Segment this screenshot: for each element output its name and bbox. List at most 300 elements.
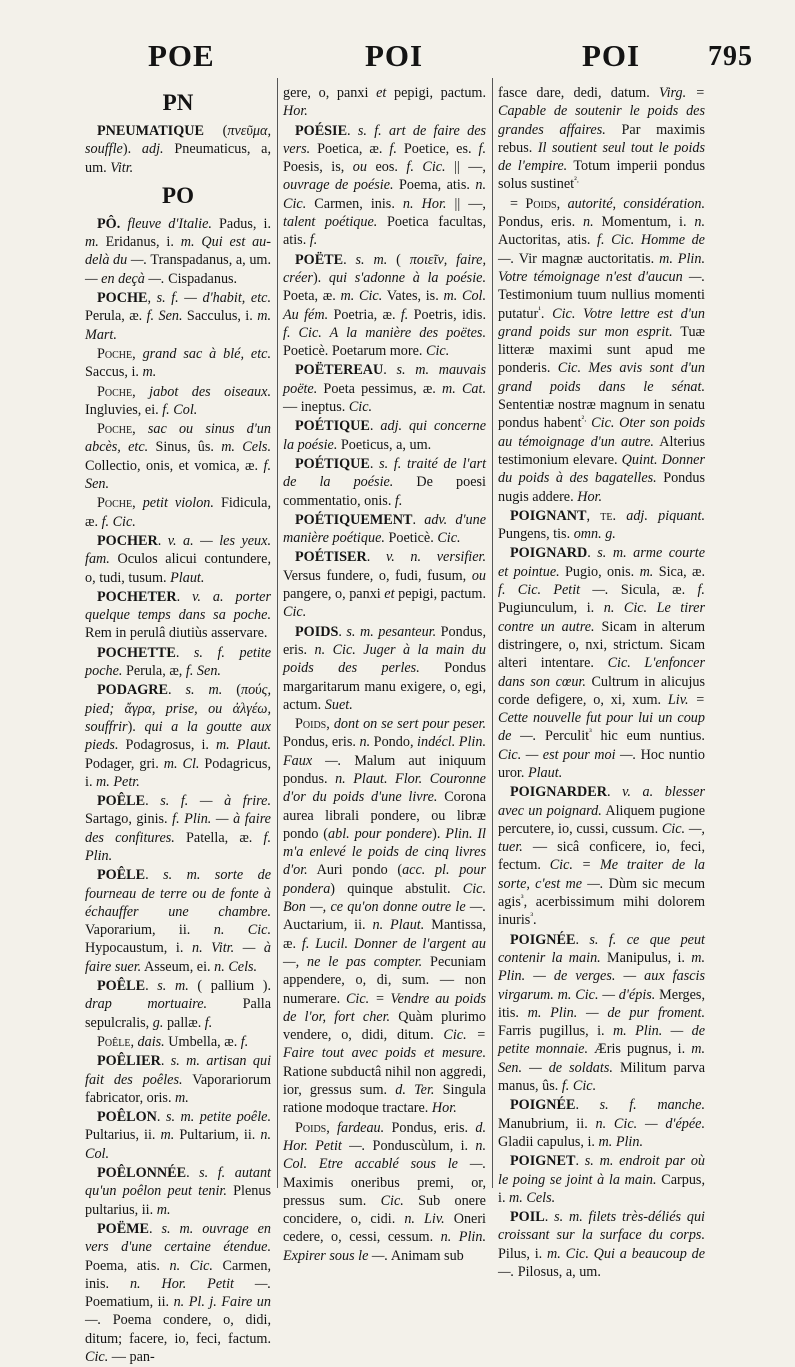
entry-text: Podager, gri. xyxy=(85,755,164,772)
entry-text: pallæ. xyxy=(163,1014,205,1031)
entry-text: . xyxy=(145,978,158,995)
entry-text: m. xyxy=(160,1127,175,1144)
column-rule xyxy=(277,78,278,1188)
dictionary-entry xyxy=(283,715,486,1118)
dictionary-entry xyxy=(498,1152,705,1207)
entry-text: n. Plaut. xyxy=(372,917,425,934)
entry-headword: POËTEREAU xyxy=(295,362,384,379)
entry-text: Cultrum in alicujus corde defigere, o, xi, xum. xyxy=(498,673,705,708)
entry-text: f. Sen. xyxy=(146,308,183,325)
entry-text: ³ xyxy=(589,726,592,737)
entry-text: f. Cic. Petit —. xyxy=(498,582,609,599)
entry-text: Poeticè. Poetarum more. xyxy=(283,343,427,360)
entry-text: Gladii capulus, i. xyxy=(498,1133,599,1150)
entry-text: n. Cic. Le tirer contre un autre. xyxy=(498,600,705,635)
column-rule xyxy=(492,78,493,1188)
dictionary-entry xyxy=(283,122,486,250)
column-3 xyxy=(498,84,705,1282)
entry-text: Cic. — est pour moi —. xyxy=(498,746,637,763)
entry-text: Poematium, ii. xyxy=(85,1294,174,1311)
entry-text: Corona aurea librali pondere, ou libræ pondo ( xyxy=(283,789,486,842)
entry-text: f. xyxy=(478,140,486,157)
dictionary-entry xyxy=(498,195,705,506)
entry-text: m. xyxy=(142,364,157,381)
entry-text: Pondus nugis addere. xyxy=(498,470,705,505)
entry-text: adj. xyxy=(141,141,164,158)
entry-text: . xyxy=(149,1220,162,1237)
entry-text: Momentum, i. xyxy=(593,214,695,231)
entry-text: Perula, æ. xyxy=(85,308,147,325)
entry-text: ². xyxy=(574,174,580,185)
entry-text: fardeau. xyxy=(337,1119,385,1136)
dictionary-entry xyxy=(85,494,271,531)
dictionary-entry xyxy=(283,511,486,548)
entry-text: m. Sen. — de soldats. xyxy=(498,1041,706,1076)
entry-text: . xyxy=(175,644,194,661)
entry-text: Aliquem pugione percutere, io, cussi, cussum. xyxy=(498,802,706,837)
entry-text: m. xyxy=(85,234,99,251)
entry-headword: POÉSIE xyxy=(295,122,348,139)
entry-text: Poema, atis. xyxy=(85,1257,170,1274)
entry-text: m. Cl. xyxy=(163,755,200,772)
entry-text: Cic. = Vendre au poids de l'or, fort cher. xyxy=(283,990,486,1025)
entry-headword: POIL xyxy=(510,1209,545,1226)
entry-text: Cic. L'enfoncer dans son cœur. xyxy=(498,655,705,690)
entry-text: m. Plaut. xyxy=(215,737,272,754)
dictionary-entry xyxy=(85,792,271,865)
entry-text: n. Hor. Petit —. xyxy=(129,1275,271,1292)
entry-text: . xyxy=(145,867,164,884)
dictionary-entry xyxy=(283,84,486,121)
entry-text: Pecuniam appendere, o, di, sum. — non numerare. xyxy=(283,953,486,1007)
dictionary-entry xyxy=(283,1119,486,1265)
entry-text: Plenus pultarius, ii. xyxy=(85,1183,271,1218)
entry-text: f. Lucil. Donner de l'argent au —, ne le pas compter. xyxy=(283,935,486,970)
entry-text: et xyxy=(376,85,387,101)
entry-text: Palla sepulcralis, xyxy=(85,996,272,1031)
dictionary-entry xyxy=(85,977,271,1032)
entry-text: . xyxy=(157,532,168,549)
entry-text: drap mortuaire. xyxy=(85,996,208,1013)
entry-text: f. xyxy=(697,582,705,599)
entry-text: Ratione subductâ nihil non aggredi, ior, gressus sum. xyxy=(283,1063,486,1099)
dictionary-entry xyxy=(85,1108,271,1163)
entry-text: . xyxy=(176,588,193,605)
dictionary-entry xyxy=(283,251,486,361)
dictionary-entry xyxy=(85,383,271,420)
entry-text: Podagrosus, i. xyxy=(118,737,216,754)
entry-text: || —, xyxy=(446,195,486,212)
entry-text: Auri pondo ( xyxy=(307,862,403,879)
entry-text: Saccus, i. xyxy=(85,364,143,381)
entry-headword: PÔ. xyxy=(97,215,121,232)
entry-text: Cic. = Faire tout avec poids et mesure. xyxy=(283,1027,486,1062)
entry-text: . xyxy=(156,1109,166,1126)
entry-text: — en deçà —. xyxy=(85,270,165,287)
dictionary-entry xyxy=(85,532,271,587)
entry-text: Cic. Oter son poids au témoignage d'un autre. xyxy=(498,415,705,450)
entry-text: ou xyxy=(471,567,486,584)
entry-text: s. m. petite poêle. xyxy=(165,1109,271,1126)
entry-text: f. Cic. xyxy=(101,513,136,530)
entry-headword: POIGNÉE xyxy=(510,931,576,948)
entry-text: f. xyxy=(394,492,403,509)
entry-text: Sicam in alterum distringere, o, nxi, strictum. Sicam alteri intentare. xyxy=(498,618,705,672)
entry-text: n. Pl. j. Faire un —. xyxy=(85,1294,271,1329)
entry-text: Perculit xyxy=(536,728,590,745)
entry-text: Pondus, eris. xyxy=(283,734,360,751)
entry-text: Asseum, ei. xyxy=(141,958,215,975)
entry-text: Poche xyxy=(97,383,133,400)
entry-text: fasce dare, dedi, datum. xyxy=(498,85,659,101)
entry-text: Singula ratione modoque tractare. xyxy=(283,1082,486,1117)
entry-headword: POËTE xyxy=(295,251,344,268)
entry-text: n. Cels. xyxy=(214,958,258,975)
entry-text: ouvrage de poésie. xyxy=(283,177,394,194)
entry-text: , xyxy=(147,290,157,307)
entry-text: Tuæ litteræ maximi sunt apud me ponderis. xyxy=(498,323,705,377)
entry-text: n. Cic. xyxy=(169,1257,213,1274)
entry-text: Poema, atis. xyxy=(393,177,476,194)
dictionary-entry xyxy=(498,544,705,782)
entry-headword: POÉTIQUE xyxy=(295,455,370,472)
entry-text: , xyxy=(326,1119,338,1136)
column-1 xyxy=(85,84,271,1367)
entry-text: te xyxy=(600,507,613,524)
entry-text: adj. piquant. xyxy=(626,507,706,524)
entry-text: s. f. traité de l'art de la poésie. xyxy=(283,455,487,491)
entry-text: ³ xyxy=(520,892,524,903)
entry-text: hic eum nuntius. xyxy=(591,728,705,745)
entry-text: Poids xyxy=(295,1119,327,1136)
entry-text: s. f. petite poche. xyxy=(85,644,271,680)
entry-text: d. Ter. xyxy=(395,1082,435,1099)
entry-text: . xyxy=(167,682,186,699)
entry-text: Suet. xyxy=(324,696,353,713)
entry-text: Pilosus, a, um. xyxy=(514,1264,601,1280)
entry-text: Poetris, idis. xyxy=(408,306,486,323)
entry-text: πούς, pied; ἄγρα, prise, ou ἀλγέω, souffrir xyxy=(85,682,271,735)
entry-text: Liv. = Cette nouvelle fut pour lui un coup de —. xyxy=(498,691,705,745)
entry-text: Pultarium, ii. xyxy=(174,1127,261,1144)
dictionary-entry xyxy=(283,623,486,714)
entry-text: Cic. xyxy=(348,399,373,416)
entry-text: , xyxy=(132,383,150,400)
entry-headword: POCHER xyxy=(97,532,158,549)
entry-text: d. Hor. Petit —. xyxy=(283,1119,486,1154)
entry-text: pangere, o, panxi xyxy=(283,586,385,603)
entry-text: Patella, æ. xyxy=(174,829,264,846)
entry-text: Pultarius, ii. xyxy=(85,1127,161,1144)
entry-text: . xyxy=(338,623,347,640)
entry-text: Poids xyxy=(295,716,327,733)
entry-text: grand sac à blé, etc. xyxy=(142,345,271,362)
entry-text: , xyxy=(326,716,334,733)
entry-text: . xyxy=(575,931,590,948)
entry-headword: POÊLE xyxy=(97,978,146,995)
entry-text: n. Hor. xyxy=(402,195,447,212)
entry-text: pepigi, pactum. xyxy=(386,85,486,101)
entry-text: m. xyxy=(639,563,654,580)
entry-text: Pugio, onis. xyxy=(559,563,640,580)
section-heading: PN xyxy=(162,90,194,115)
entry-headword: PODAGRE xyxy=(97,682,168,699)
dictionary-entry xyxy=(498,931,705,1096)
entry-text: Plaut. xyxy=(170,569,205,586)
entry-text: Oculos alicui contundere, o, tudi, tusum. xyxy=(85,551,271,586)
entry-headword: POIDS xyxy=(295,623,339,640)
entry-text: Alterius testimonium elevare. xyxy=(498,433,705,468)
entry-text: Poche xyxy=(97,495,133,512)
entry-text: Vates, is. xyxy=(382,288,444,305)
entry-headword: POCHE xyxy=(97,290,148,307)
entry-text: m. Plin. — de pur froment. xyxy=(527,1004,705,1021)
entry-text: n. Vitr. — à faire suer. xyxy=(85,940,271,975)
entry-text: . xyxy=(369,455,380,472)
entry-text: f. xyxy=(204,1014,213,1031)
entry-text: gere, o, panxi xyxy=(283,85,377,101)
entry-text: Animam sub xyxy=(388,1247,464,1264)
entry-text: Ingluvies, ei. xyxy=(85,401,163,418)
entry-text: , xyxy=(132,421,148,438)
entry-text: Il soutient seul tout le poids de l'empire. xyxy=(498,139,706,175)
column-2 xyxy=(283,84,486,1266)
entry-text: Podagricus, i. xyxy=(85,755,271,790)
entry-text: Cic. xyxy=(283,604,307,621)
entry-text: s. m. endroit par où le poing se joint à la main. xyxy=(498,1153,706,1188)
entry-text: adv. d'une manière poétique. xyxy=(283,511,487,547)
entry-text: g. xyxy=(152,1014,164,1031)
entry-text: Plaut. xyxy=(527,764,563,781)
entry-text: qui a la goutte aux pieds. xyxy=(85,718,271,754)
entry-headword: POÉTISER xyxy=(295,549,367,566)
entry-text: || —, xyxy=(445,159,486,176)
dictionary-entry xyxy=(85,122,271,177)
entry-headword: POÊLONNÉE xyxy=(97,1165,187,1182)
dictionary-entry xyxy=(85,681,271,791)
entry-text: Plin. Il m'a enlevé le poids de cinq livres d'or. xyxy=(283,825,486,879)
entry-text: Hoc nuntio uror. xyxy=(498,746,705,781)
entry-text: m. Col. Au fém. xyxy=(283,288,487,323)
entry-text: Vir magnæ auctoritatis. xyxy=(514,250,660,267)
running-head-center: POI xyxy=(365,38,424,73)
entry-text: . xyxy=(347,122,358,139)
entry-text: m. Plin. — de petite monnaie. xyxy=(498,1023,705,1058)
entry-headword: POIGNÉE xyxy=(510,1097,576,1114)
entry-text: . xyxy=(145,793,161,810)
dictionary-entry xyxy=(85,289,271,344)
entry-headword: POÊLE xyxy=(97,867,146,884)
entry-text: dais. xyxy=(137,1033,165,1050)
entry-text: n. Cic. — d'épée. xyxy=(595,1115,705,1132)
entry-text: Militum parva manus, ûs. xyxy=(498,1059,705,1095)
entry-text: Pondus, eris. xyxy=(384,1119,476,1136)
entry-text: Manubrium, ii. xyxy=(498,1115,596,1132)
entry-text: Sica, æ. xyxy=(653,563,706,580)
entry-text: m. xyxy=(156,1201,171,1218)
entry-text: m. Plin. — de verges. — aux fascis virgarum. m. Cic. — d'épis. xyxy=(498,949,705,1003)
entry-text: Vaporarium, ii. xyxy=(85,922,214,939)
entry-text: Pondus, eris. xyxy=(498,214,584,231)
entry-text: Dùm sic mecum agis xyxy=(498,875,705,911)
dictionary-entry xyxy=(85,1220,271,1366)
entry-text: n. Liv. xyxy=(404,1211,445,1228)
entry-text: Poetica, æ. xyxy=(310,140,390,157)
entry-text: jabot des oiseaux. xyxy=(149,383,271,400)
entry-text: Hypocaustum, i. xyxy=(85,940,192,957)
entry-text: ( xyxy=(387,251,410,268)
dictionary-entry xyxy=(498,507,705,544)
entry-text: pepigi, pactum. xyxy=(394,586,486,603)
entry-text: s. m. xyxy=(355,251,388,268)
dictionary-entry xyxy=(498,1096,705,1151)
entry-text: . xyxy=(575,1097,600,1114)
dictionary-entry xyxy=(85,345,271,382)
entry-text: . xyxy=(160,1053,171,1070)
entry-text: s. f. autant qu'un poêlon peut tenir. xyxy=(85,1165,271,1200)
entry-text: Pondo, xyxy=(370,734,418,751)
entry-text: m. Mart. xyxy=(85,308,271,343)
entry-text: Poesis, is, xyxy=(283,159,353,176)
entry-text: f. Cic. xyxy=(561,1078,597,1095)
entry-text: . xyxy=(366,549,386,566)
entry-text: Pugiunculum, i. xyxy=(498,600,604,617)
entry-text: Farris pugillus, i. xyxy=(498,1023,613,1040)
dictionary-entry xyxy=(498,84,705,194)
entry-text: Pondus, eris. xyxy=(283,623,486,658)
entry-text: Cic. xyxy=(437,530,461,547)
entry-text: m. Cels. xyxy=(509,1189,556,1206)
entry-text: , acerbissimum mihi dolorem inuris xyxy=(498,894,705,929)
entry-text: n. Col. Etre accablé sous le —. xyxy=(283,1137,486,1173)
entry-text: s. f. art de faire des vers. xyxy=(283,122,487,157)
entry-text: De poesi commentatio, onis. xyxy=(283,474,486,509)
entry-text: . xyxy=(540,305,553,322)
entry-text: Vaporariorum fabricator, oris. xyxy=(85,1071,271,1106)
entry-text: Hor. xyxy=(577,488,603,505)
entry-text: Poche xyxy=(97,345,133,362)
entry-text: Merges, itis. xyxy=(498,986,705,1021)
entry-text: f. xyxy=(309,232,318,249)
entry-text: m. Plin. xyxy=(598,1133,644,1150)
entry-text: n. Cic. xyxy=(213,922,272,939)
entry-text: s. m. sorte de fourneau de terre ou de fonte à échauffer une chambre. xyxy=(85,867,271,920)
entry-text: — ineptus. xyxy=(283,399,349,416)
running-head-right: POI xyxy=(582,38,641,73)
entry-text: m. Plin. Votre témoignage n'est d'aucun —. xyxy=(498,250,706,285)
entry-text: Padus, i. xyxy=(211,215,272,232)
entry-text: ( xyxy=(222,682,241,699)
entry-text: Vitr. xyxy=(110,159,134,176)
dictionary-entry xyxy=(85,215,271,288)
entry-text: n. xyxy=(694,214,705,231)
entry-text: . xyxy=(606,784,623,801)
entry-headword: POÊLIER xyxy=(97,1053,161,1070)
dictionary-entry xyxy=(85,1033,271,1051)
dictionary-entry xyxy=(498,783,705,929)
dictionary-entry xyxy=(85,420,271,493)
entry-text: ). xyxy=(432,825,446,842)
entry-text: = xyxy=(510,195,526,212)
entry-text: ( pallium ). xyxy=(188,978,272,995)
entry-text: Poeta pessimus, æ. xyxy=(317,380,442,397)
entry-text: Poetice, es. xyxy=(396,140,479,157)
entry-text: ). xyxy=(122,141,142,158)
entry-text: s. m. ouvrage en vers d'une certaine étendue. xyxy=(85,1220,271,1256)
entry-text: , xyxy=(132,495,143,512)
entry-text: ) quinque abstulit. xyxy=(330,880,463,897)
dictionary-entry xyxy=(85,588,271,643)
entry-text: , xyxy=(586,507,601,524)
entry-text: petit violon. xyxy=(142,495,214,512)
entry-text: Umbella, æ. xyxy=(164,1033,241,1050)
entry-text: Poêle xyxy=(97,1033,131,1050)
entry-text: n. xyxy=(359,734,371,751)
entry-text: v. a. porter quelque temps dans sa poche. xyxy=(85,588,272,624)
entry-text: s. f. — à frire. xyxy=(160,793,272,810)
entry-text: Eridanus, i. xyxy=(98,234,181,251)
entry-text: Cic. —, tuer. xyxy=(498,820,705,856)
entry-headword: POCHETER xyxy=(97,588,177,605)
entry-text: Cic. Mes avis sont d'un grand poids dans le sénat. xyxy=(498,360,705,395)
entry-text: Sicula, æ. xyxy=(608,582,698,599)
entry-text: Poeticè. xyxy=(384,530,438,547)
entry-text: Poeta, æ. xyxy=(283,288,341,305)
entry-text: Transpadanus, a, um. xyxy=(147,252,272,269)
entry-text: . xyxy=(369,418,381,435)
entry-text: f. Sen. xyxy=(85,457,271,493)
entry-text: s. m. pesanteur. xyxy=(346,623,437,640)
entry-text: m. Cic. Qui a beaucoup de —. xyxy=(498,1245,705,1280)
entry-text: . xyxy=(575,1153,585,1170)
section-heading: PO xyxy=(162,182,194,208)
entry-text: Cic. Bon —, ce qu'on donne outre le —. xyxy=(283,880,486,916)
entry-text: f. xyxy=(389,140,397,157)
entry-text: Ponduscùlum, i. xyxy=(365,1137,476,1154)
entry-text: Quint. Donner du poids à des bagatelles. xyxy=(498,451,705,487)
entry-text: Cic. xyxy=(380,1192,404,1209)
entry-text: s. m. xyxy=(157,978,189,995)
entry-text: Sinus, ûs. xyxy=(148,439,222,456)
entry-text: f. Sen. xyxy=(185,663,221,680)
entry-text: ( xyxy=(203,123,228,139)
entry-text: s. m. xyxy=(185,682,223,699)
entry-text: f. xyxy=(240,1033,249,1050)
entry-text: — pan- xyxy=(108,1349,155,1365)
entry-text: f. Cic. Homme de —. xyxy=(498,232,705,267)
entry-text: Collectio, onis, et vomica, æ. xyxy=(85,457,264,474)
entry-text: . xyxy=(412,511,425,528)
entry-text: s. m. arme courte et pointue. xyxy=(498,545,705,580)
entry-headword: POÉTIQUE xyxy=(295,418,370,435)
entry-text: Quàm plurimo vendere, o, didi, ditum. xyxy=(283,1008,486,1044)
entry-text: Poetica facultas, atis. xyxy=(283,214,487,249)
entry-text: . xyxy=(383,362,397,379)
entry-text: πνεῦμα, souffle xyxy=(85,123,271,158)
entry-text: fleuve d'Italie. xyxy=(127,215,212,232)
entry-text: , xyxy=(556,195,568,212)
entry-text: Pungens, tis. xyxy=(498,526,574,543)
entry-text: Æris pugnus, i. xyxy=(588,1041,692,1058)
entry-text: Sententiæ nostræ magnum in senatu pondus habent xyxy=(498,397,705,432)
entry-text: ². xyxy=(581,413,587,424)
entry-text: Versus fundere, o, fudi, fusum, xyxy=(283,567,472,584)
entry-headword: POIGNET xyxy=(510,1153,576,1170)
entry-headword: POÊLON xyxy=(97,1109,157,1126)
entry-text: ). xyxy=(127,718,145,735)
entry-text: s. f. ce que peut contenir la main. xyxy=(498,931,705,966)
entry-text: Pondus margaritarum manu exigere, o, egi, actum. xyxy=(283,660,486,713)
